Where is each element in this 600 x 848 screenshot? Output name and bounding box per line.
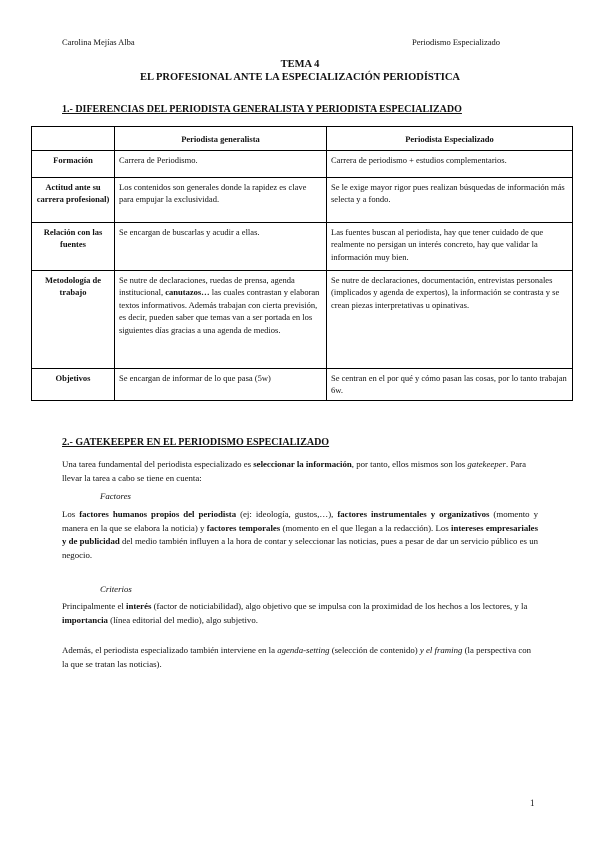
text-run: (ej: ideología, gustos,…), [236,509,338,519]
page-number: 1 [530,798,535,808]
doc-title-topic: TEMA 4 [280,59,320,70]
text-run-bold: intereses empresariales y de publicidad [62,522,538,546]
row-label: Metodología de trabajo [32,270,115,368]
paragraph-gatekeeper [62,458,538,485]
text-run: (factor de noticiabilidad), algo objetivo que se impulsa con la proximidad de los hechos a los lectores, y la [151,601,528,611]
text-run-bold: canutazos… [165,287,210,297]
text-run: Se nutre de declaraciones, ruedas de prensa, agenda institucional, [119,274,295,297]
text-run-bold: factores humanos propios del periodista [79,509,237,519]
text-run: Los [62,509,80,519]
text-run: (línea editorial del medio), algo subjetivo. [107,614,258,625]
paragraph-criterios [62,600,538,627]
text-run: (momento en el que llegan a la redacción). Los [280,522,451,533]
table-row [32,150,573,177]
section-heading-differences: 1.- DIFERENCIAS DEL PERIODISTA GENERALISTA Y PERIODISTA ESPECIALIZADO [62,104,462,115]
col-header-especializado: Periodista Especializado [327,127,573,151]
row-label: Relación con las fuentes [32,222,115,270]
text-run: del medio también influyen a la hora de contar y seleccionar las noticias, pues a pesar de dar un servicio público es un negocio. [62,536,538,560]
cell-generalista: Carrera de Periodismo. [115,150,327,177]
text-run: Una tarea fundamental del periodista especializado es [62,459,254,469]
table-row [32,177,573,222]
cell-especializado: Se nutre de declaraciones, documentación, entrevistas personales (implicados y agenda de expertos), la información se contrasta y se crean piezas interpretativas u opinativas. [327,270,573,368]
cell-generalista [115,270,327,368]
text-run-bold: factores temporales [206,522,281,533]
table-row [32,368,573,400]
comparison-table [31,126,573,401]
section-heading-gatekeeper: 2.- GATEKEEPER EN EL PERIODISMO ESPECIALIZADO [62,437,330,448]
cell-generalista: Se encargan de buscarlas y acudir a ellas. [115,222,327,270]
text-run: . Para llevar la tarea a cabo se tiene en cuenta: [62,459,527,483]
text-run: (selección de contenido) [329,645,420,655]
text-run-bold: factores instrumentales y organizativos [337,509,490,519]
text-run-italic: agenda-setting [277,645,330,655]
text-run-bold: importancia [62,614,108,625]
subheading-criterios: Criterios [100,584,132,594]
text-run: (momento y manera en la que se elabora la noticia) y [62,509,538,533]
table-header-row [32,127,573,151]
header-author: Carolina Mejías Alba [62,37,135,47]
table-row [32,270,573,368]
text-run: (la perspectiva con la que se tratan las noticias). [62,645,532,669]
text-run: Además, el periodista especializado también interviene en la [62,645,278,655]
text-run: , por tanto, ellos mismos son los [351,459,468,469]
cell-especializado: Las fuentes buscan al periodista, hay que tener cuidado de que realmente no persigan un interés concreto, hay que validar la información muy bien. [327,222,573,270]
text-run-italic: gatekeeper [467,459,506,469]
paragraph-agenda-setting [62,644,538,671]
paragraph-factores [62,508,538,562]
row-label: Actitud ante su carrera profesional) [32,177,115,222]
table-row [32,222,573,270]
row-label: Objetivos [32,368,115,400]
text-run: las cuales contrastan y elaboran textos informativos. Además trabajan con cierta previsión, es decir, pueden saber que temas van a ser portada en los siguientes días gracias a una agenda de medios. [119,287,320,335]
cell-especializado: Se le exige mayor rigor pues realizan búsquedas de información más selecta y a fondo. [327,177,573,222]
row-label: Formación [32,150,115,177]
col-header-generalista: Periodista generalista [115,127,327,151]
subheading-factores: Factores [100,491,131,501]
text-run-italic: y el framing [419,645,463,655]
header-subject: Periodismo Especializado [412,37,501,47]
cell-generalista: Se encargan de informar de lo que pasa (5w) [115,368,327,400]
table-corner-cell [32,127,115,151]
text-run-bold: seleccionar la información [253,459,352,469]
cell-especializado: Carrera de periodismo + estudios complementarios. [327,150,573,177]
cell-generalista: Los contenidos son generales donde la rapidez es clave para empujar la exclusividad. [115,177,327,222]
cell-especializado: Se centran en el por qué y cómo pasan las cosas, por lo tanto trabajan 6w. [327,368,573,400]
text-run: Principalmente el [62,601,127,611]
text-run-bold: interés [126,601,152,611]
doc-title: EL PROFESIONAL ANTE LA ESPECIALIZACIÓN PERIODÍSTICA [139,72,461,83]
